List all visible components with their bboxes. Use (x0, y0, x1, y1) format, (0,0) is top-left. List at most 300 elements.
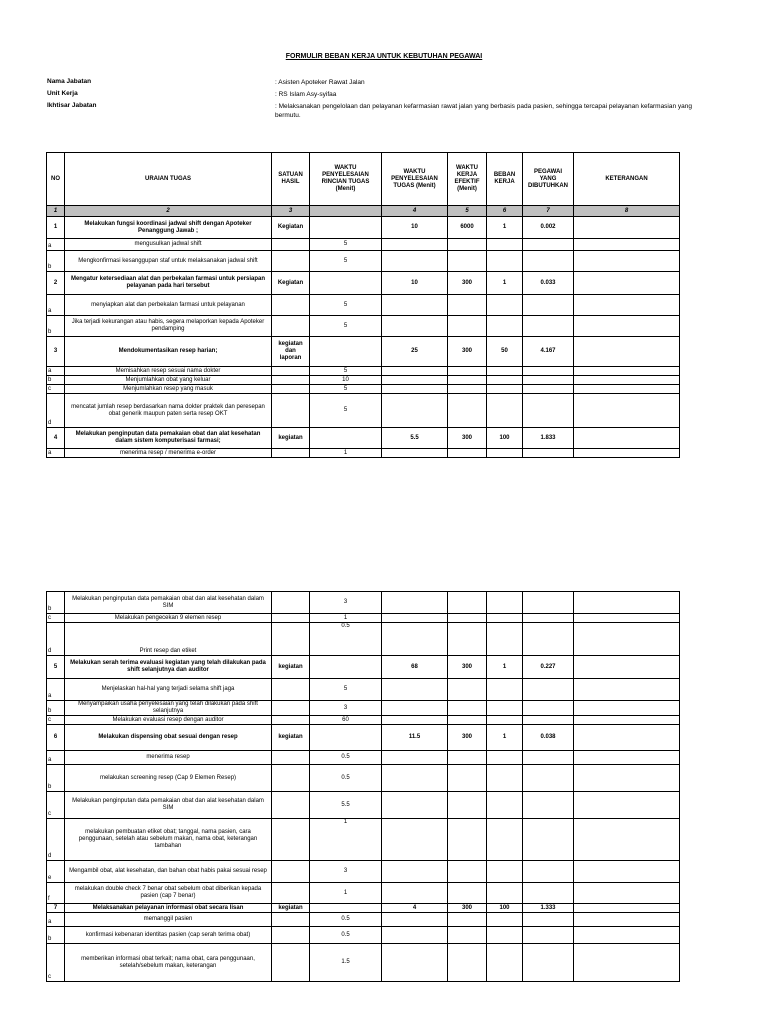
task-description: mencatat jumlah resep berdasarkan nama dokter praktek dan peresepan obat generik maupun paten serta resep OKT (65, 394, 272, 428)
waktu-efektif (448, 385, 487, 394)
task-description: Jika terjadi kekurangan atau habis, segera melaporkan kepada Apoteker pendamping (65, 316, 272, 337)
column-header: NO (47, 153, 65, 206)
waktu-efektif (448, 367, 487, 376)
waktu-rincian: 5 (310, 679, 382, 701)
task-description: Mengkonfirmasi kesanggupan staf untuk melaksanakan jadwal shift (65, 251, 272, 272)
task-description: Memisahkan resep sesuai nama dokter (65, 367, 272, 376)
satuan-hasil (272, 394, 310, 428)
waktu-efektif (448, 623, 487, 656)
pegawai-dibutuhkan (523, 376, 574, 385)
task-description: memanggil pasien (65, 913, 272, 927)
waktu-efektif (448, 295, 487, 316)
pegawai-dibutuhkan: 4.167 (523, 337, 574, 367)
keterangan (574, 751, 680, 765)
keterangan (574, 428, 680, 449)
waktu-tugas (382, 944, 448, 982)
task-row (47, 656, 680, 679)
waktu-efektif (448, 716, 487, 725)
pegawai-dibutuhkan (523, 614, 574, 623)
waktu-efektif (448, 819, 487, 861)
waktu-tugas (382, 927, 448, 944)
keterangan (574, 701, 680, 716)
pegawai-dibutuhkan (523, 701, 574, 716)
waktu-rincian: 5 (310, 394, 382, 428)
satuan-hasil (272, 716, 310, 725)
task-description: Melakukan penginputan data pemakaian obat dan alat kesehatan dalam SIM (65, 792, 272, 819)
beban-kerja (487, 944, 523, 982)
waktu-efektif: 300 (448, 656, 487, 679)
workload-table-part2 (46, 591, 680, 982)
waktu-efektif: 300 (448, 904, 487, 913)
task-description: Melakukan fungsi koordinasi jadwal shift dengan Apoteker Penanggung Jawab ; (65, 217, 272, 239)
satuan-hasil (272, 944, 310, 982)
task-description: Melakukan pengecekan 9 elemen resep (65, 614, 272, 623)
field-label: Ikhtisar Jabatan (47, 102, 97, 109)
waktu-rincian: 0.5 (310, 751, 382, 765)
keterangan (574, 944, 680, 982)
satuan-hasil (272, 623, 310, 656)
task-description: Menjumlahkan resep yang masuk (65, 385, 272, 394)
waktu-tugas (382, 716, 448, 725)
beban-kerja (487, 716, 523, 725)
waktu-rincian: 5 (310, 239, 382, 251)
pegawai-dibutuhkan (523, 239, 574, 251)
pegawai-dibutuhkan (523, 623, 574, 656)
task-number: c (47, 716, 65, 725)
task-description: melakukan double check 7 benar obat sebelum obat diberikan kepada pasien (cap 7 benar) (65, 883, 272, 904)
pegawai-dibutuhkan (523, 592, 574, 614)
document-title: FORMULIR BEBAN KERJA UNTUK KEBUTUHAN PEGAWAI (285, 53, 483, 60)
keterangan (574, 251, 680, 272)
task-description: Melakukan evaluasi resep dengan auditor (65, 716, 272, 725)
workload-table-part1 (46, 152, 680, 458)
column-header: BEBAN KERJA (487, 153, 523, 206)
subtask-row (47, 819, 680, 861)
waktu-efektif (448, 751, 487, 765)
pegawai-dibutuhkan (523, 927, 574, 944)
beban-kerja: 100 (487, 428, 523, 449)
task-number: d (47, 394, 65, 428)
task-description: Mengatur ketersediaan alat dan perbekalan farmasi untuk persiapan pelayanan pada hari tersebut (65, 272, 272, 295)
waktu-efektif (448, 701, 487, 716)
task-number: 1 (47, 217, 65, 239)
waktu-tugas (382, 239, 448, 251)
satuan-hasil (272, 765, 310, 792)
subtask-row (47, 927, 680, 944)
pegawai-dibutuhkan (523, 861, 574, 883)
waktu-rincian: 5 (310, 251, 382, 272)
pegawai-dibutuhkan (523, 913, 574, 927)
satuan-hasil (272, 751, 310, 765)
subtask-row (47, 376, 680, 385)
beban-kerja (487, 861, 523, 883)
task-number: b (47, 251, 65, 272)
keterangan (574, 927, 680, 944)
task-description: Melakukan penginputan data pemakaian obat dan alat kesehatan dalam sistem komputerisasi farmasi; (65, 428, 272, 449)
satuan-hasil (272, 449, 310, 458)
waktu-tugas (382, 295, 448, 316)
field-label: Nama Jabatan (47, 78, 92, 85)
column-number: 5 (448, 206, 487, 217)
task-number: c (47, 944, 65, 982)
pegawai-dibutuhkan (523, 251, 574, 272)
satuan-hasil (272, 861, 310, 883)
waktu-efektif (448, 944, 487, 982)
satuan-hasil (272, 679, 310, 701)
waktu-tugas: 4 (382, 904, 448, 913)
column-number: 3 (272, 206, 310, 217)
pegawai-dibutuhkan (523, 792, 574, 819)
keterangan (574, 449, 680, 458)
waktu-rincian: 3 (310, 701, 382, 716)
waktu-rincian: 60 (310, 716, 382, 725)
pegawai-dibutuhkan (523, 944, 574, 982)
beban-kerja (487, 792, 523, 819)
task-description: menerima resep (65, 751, 272, 765)
task-row (47, 428, 680, 449)
keterangan (574, 217, 680, 239)
keterangan (574, 376, 680, 385)
field-nama-jabatan (47, 78, 727, 88)
beban-kerja: 50 (487, 337, 523, 367)
task-number: a (47, 679, 65, 701)
waktu-tugas: 10 (382, 217, 448, 239)
waktu-tugas (382, 751, 448, 765)
pegawai-dibutuhkan: 0.227 (523, 656, 574, 679)
waktu-rincian: 0.5 (310, 927, 382, 944)
waktu-rincian: 5 (310, 385, 382, 394)
pegawai-dibutuhkan: 1.333 (523, 904, 574, 913)
pegawai-dibutuhkan (523, 751, 574, 765)
column-number: 6 (487, 206, 523, 217)
waktu-efektif (448, 679, 487, 701)
keterangan (574, 316, 680, 337)
field-value: : Asisten Apoteker Rawat Jalan (275, 79, 365, 86)
task-number: a (47, 913, 65, 927)
subtask-row (47, 751, 680, 765)
keterangan (574, 385, 680, 394)
waktu-efektif (448, 913, 487, 927)
beban-kerja (487, 295, 523, 316)
keterangan (574, 623, 680, 656)
waktu-rincian (310, 337, 382, 367)
waktu-efektif: 300 (448, 272, 487, 295)
pegawai-dibutuhkan (523, 394, 574, 428)
subtask-row (47, 239, 680, 251)
keterangan (574, 765, 680, 792)
task-description: memberikan informasi obat terkait; nama obat, cara penggunaan, setelah/sebelum makan, keterangan (65, 944, 272, 982)
subtask-row (47, 592, 680, 614)
column-header: WAKTU PENYELESAIAN TUGAS (Menit) (382, 153, 448, 206)
waktu-efektif (448, 376, 487, 385)
waktu-rincian (310, 725, 382, 751)
field-unit-kerja (47, 90, 727, 100)
subtask-row (47, 623, 680, 656)
waktu-rincian: 1 (310, 883, 382, 904)
table-header-row (47, 153, 680, 206)
beban-kerja: 1 (487, 217, 523, 239)
task-number: a (47, 751, 65, 765)
pegawai-dibutuhkan (523, 295, 574, 316)
waktu-efektif (448, 765, 487, 792)
beban-kerja (487, 251, 523, 272)
waktu-tugas: 5.5 (382, 428, 448, 449)
waktu-efektif (448, 251, 487, 272)
waktu-tugas (382, 819, 448, 861)
waktu-tugas (382, 792, 448, 819)
task-number: 5 (47, 656, 65, 679)
waktu-tugas: 68 (382, 656, 448, 679)
waktu-rincian (310, 272, 382, 295)
beban-kerja (487, 751, 523, 765)
keterangan (574, 913, 680, 927)
column-number: 2 (65, 206, 272, 217)
satuan-hasil: Kegiatan (272, 272, 310, 295)
task-number: a (47, 449, 65, 458)
task-description: Melakukan dispensing obat sesuai dengan resep (65, 725, 272, 751)
waktu-tugas (382, 385, 448, 394)
task-row (47, 904, 680, 913)
satuan-hasil: kegiatan (272, 428, 310, 449)
waktu-efektif (448, 927, 487, 944)
waktu-efektif: 300 (448, 337, 487, 367)
satuan-hasil (272, 913, 310, 927)
beban-kerja (487, 927, 523, 944)
pegawai-dibutuhkan: 0.033 (523, 272, 574, 295)
subtask-row (47, 394, 680, 428)
task-number: c (47, 792, 65, 819)
task-number: f (47, 883, 65, 904)
beban-kerja: 1 (487, 725, 523, 751)
satuan-hasil: kegiatan (272, 725, 310, 751)
waktu-rincian (310, 904, 382, 913)
task-number: 6 (47, 725, 65, 751)
waktu-tugas (382, 765, 448, 792)
column-header: KETERANGAN (574, 153, 680, 206)
beban-kerja (487, 376, 523, 385)
pegawai-dibutuhkan: 0.038 (523, 725, 574, 751)
satuan-hasil (272, 614, 310, 623)
waktu-tugas (382, 449, 448, 458)
task-description: melakukan pembuatan etiket obat; tanggal, nama pasien, cara penggunaan, setelah atau sebelum makan, nama obat, keterangan tambahan (65, 819, 272, 861)
waktu-rincian (310, 428, 382, 449)
waktu-rincian: 1 (310, 449, 382, 458)
beban-kerja (487, 316, 523, 337)
subtask-row (47, 614, 680, 623)
pegawai-dibutuhkan (523, 765, 574, 792)
waktu-tugas (382, 614, 448, 623)
keterangan (574, 337, 680, 367)
task-description: Mendokumentasikan resep harian; (65, 337, 272, 367)
waktu-tugas (382, 861, 448, 883)
task-number: c (47, 614, 65, 623)
field-ikhtisar-jabatan (47, 102, 727, 122)
waktu-tugas (382, 251, 448, 272)
waktu-tugas: 10 (382, 272, 448, 295)
keterangan (574, 272, 680, 295)
keterangan (574, 679, 680, 701)
waktu-rincian: 0.5 (310, 623, 382, 656)
task-description: Melakukan penginputan data pemakaian obat dan alat kesehatan dalam SIM (65, 592, 272, 614)
beban-kerja (487, 449, 523, 458)
beban-kerja (487, 592, 523, 614)
task-row (47, 725, 680, 751)
subtask-row (47, 883, 680, 904)
task-row (47, 272, 680, 295)
satuan-hasil (272, 883, 310, 904)
waktu-tugas (382, 913, 448, 927)
satuan-hasil (272, 316, 310, 337)
satuan-hasil (272, 295, 310, 316)
keterangan (574, 725, 680, 751)
task-description: Menyampaikan usaha penyelesaian yang telah dilakukan pada shift selanjutnya (65, 701, 272, 716)
waktu-rincian: 5 (310, 295, 382, 316)
task-description: Menjumlahkan obat yang keluar (65, 376, 272, 385)
column-header: URAIAN TUGAS (65, 153, 272, 206)
waktu-tugas (382, 701, 448, 716)
pegawai-dibutuhkan (523, 385, 574, 394)
beban-kerja: 1 (487, 656, 523, 679)
field-label: Unit Kerja (47, 90, 78, 97)
task-number: b (47, 701, 65, 716)
satuan-hasil (272, 251, 310, 272)
satuan-hasil (272, 927, 310, 944)
satuan-hasil (272, 385, 310, 394)
waktu-rincian (310, 217, 382, 239)
beban-kerja: 1 (487, 272, 523, 295)
waktu-tugas (382, 367, 448, 376)
waktu-efektif (448, 394, 487, 428)
waktu-tugas (382, 316, 448, 337)
task-number: d (47, 623, 65, 656)
waktu-efektif (448, 883, 487, 904)
beban-kerja (487, 367, 523, 376)
waktu-tugas (382, 394, 448, 428)
task-description: melakukan screening resep (Cap 9 Elemen Resep) (65, 765, 272, 792)
keterangan (574, 904, 680, 913)
keterangan (574, 716, 680, 725)
column-header: WAKTU KERJA EFEKTIF (Menit) (448, 153, 487, 206)
satuan-hasil (272, 239, 310, 251)
subtask-row (47, 316, 680, 337)
field-value: : RS Islam Asy-syifaa (275, 91, 337, 98)
task-number: a (47, 295, 65, 316)
keterangan (574, 883, 680, 904)
task-description: Mengambil obat, alat kesehatan, dan bahan obat habis pakai sesuai resep (65, 861, 272, 883)
task-number: e (47, 861, 65, 883)
satuan-hasil (272, 819, 310, 861)
task-description: mengusulkan jadwal shift (65, 239, 272, 251)
task-number: b (47, 592, 65, 614)
waktu-efektif (448, 592, 487, 614)
beban-kerja (487, 819, 523, 861)
beban-kerja (487, 679, 523, 701)
waktu-efektif (448, 316, 487, 337)
task-number: a (47, 367, 65, 376)
task-description: Print resep dan etiket (65, 623, 272, 656)
subtask-row (47, 679, 680, 701)
keterangan (574, 656, 680, 679)
waktu-tugas: 25 (382, 337, 448, 367)
satuan-hasil (272, 792, 310, 819)
waktu-rincian: 5 (310, 367, 382, 376)
beban-kerja (487, 239, 523, 251)
task-number: 3 (47, 337, 65, 367)
keterangan (574, 861, 680, 883)
beban-kerja (487, 394, 523, 428)
field-value: : Melaksanakan pengelolaan dan pelayanan kefarmasian rawat jalan yang berbasis pada pasien, sehingga tercapai pelayanan kefarmasian yang bermutu. (275, 103, 693, 119)
waktu-efektif (448, 614, 487, 623)
task-number: c (47, 385, 65, 394)
waktu-rincian: 5.5 (310, 792, 382, 819)
satuan-hasil (272, 592, 310, 614)
task-number: b (47, 765, 65, 792)
beban-kerja (487, 701, 523, 716)
subtask-row (47, 367, 680, 376)
column-number: 4 (382, 206, 448, 217)
waktu-rincian: 1 (310, 819, 382, 861)
beban-kerja (487, 913, 523, 927)
waktu-efektif (448, 449, 487, 458)
waktu-tugas (382, 592, 448, 614)
beban-kerja (487, 614, 523, 623)
beban-kerja (487, 883, 523, 904)
satuan-hasil: kegiatan dan laporan (272, 337, 310, 367)
satuan-hasil (272, 367, 310, 376)
waktu-efektif (448, 239, 487, 251)
waktu-efektif: 6000 (448, 217, 487, 239)
task-number: b (47, 316, 65, 337)
waktu-efektif (448, 792, 487, 819)
subtask-row (47, 295, 680, 316)
column-number (310, 206, 382, 217)
pegawai-dibutuhkan (523, 883, 574, 904)
beban-kerja (487, 765, 523, 792)
subtask-row (47, 251, 680, 272)
keterangan (574, 792, 680, 819)
waktu-rincian: 0.5 (310, 765, 382, 792)
waktu-tugas (382, 376, 448, 385)
column-number: 8 (574, 206, 680, 217)
subtask-row (47, 716, 680, 725)
satuan-hasil: kegiatan (272, 904, 310, 913)
satuan-hasil: Kegiatan (272, 217, 310, 239)
subtask-row (47, 701, 680, 716)
keterangan (574, 592, 680, 614)
subtask-row (47, 861, 680, 883)
pegawai-dibutuhkan (523, 679, 574, 701)
beban-kerja (487, 623, 523, 656)
pegawai-dibutuhkan (523, 367, 574, 376)
keterangan (574, 239, 680, 251)
satuan-hasil (272, 701, 310, 716)
task-description: Melaksanakan pelayanan informasi obat secara lisan (65, 904, 272, 913)
pegawai-dibutuhkan (523, 316, 574, 337)
waktu-tugas (382, 883, 448, 904)
waktu-tugas (382, 679, 448, 701)
waktu-tugas (382, 623, 448, 656)
pegawai-dibutuhkan (523, 819, 574, 861)
column-header: SATUAN HASIL (272, 153, 310, 206)
waktu-rincian: 3 (310, 861, 382, 883)
satuan-hasil (272, 376, 310, 385)
column-header: WAKTU PENYELESAIAN RINCIAN TUGAS (Menit) (310, 153, 382, 206)
task-number: d (47, 819, 65, 861)
task-number: a (47, 239, 65, 251)
task-description: menerima resep / menerima e-order (65, 449, 272, 458)
pegawai-dibutuhkan: 1.833 (523, 428, 574, 449)
task-description: konfirmasi kebenaran identitas pasien (cap serah terima obat) (65, 927, 272, 944)
